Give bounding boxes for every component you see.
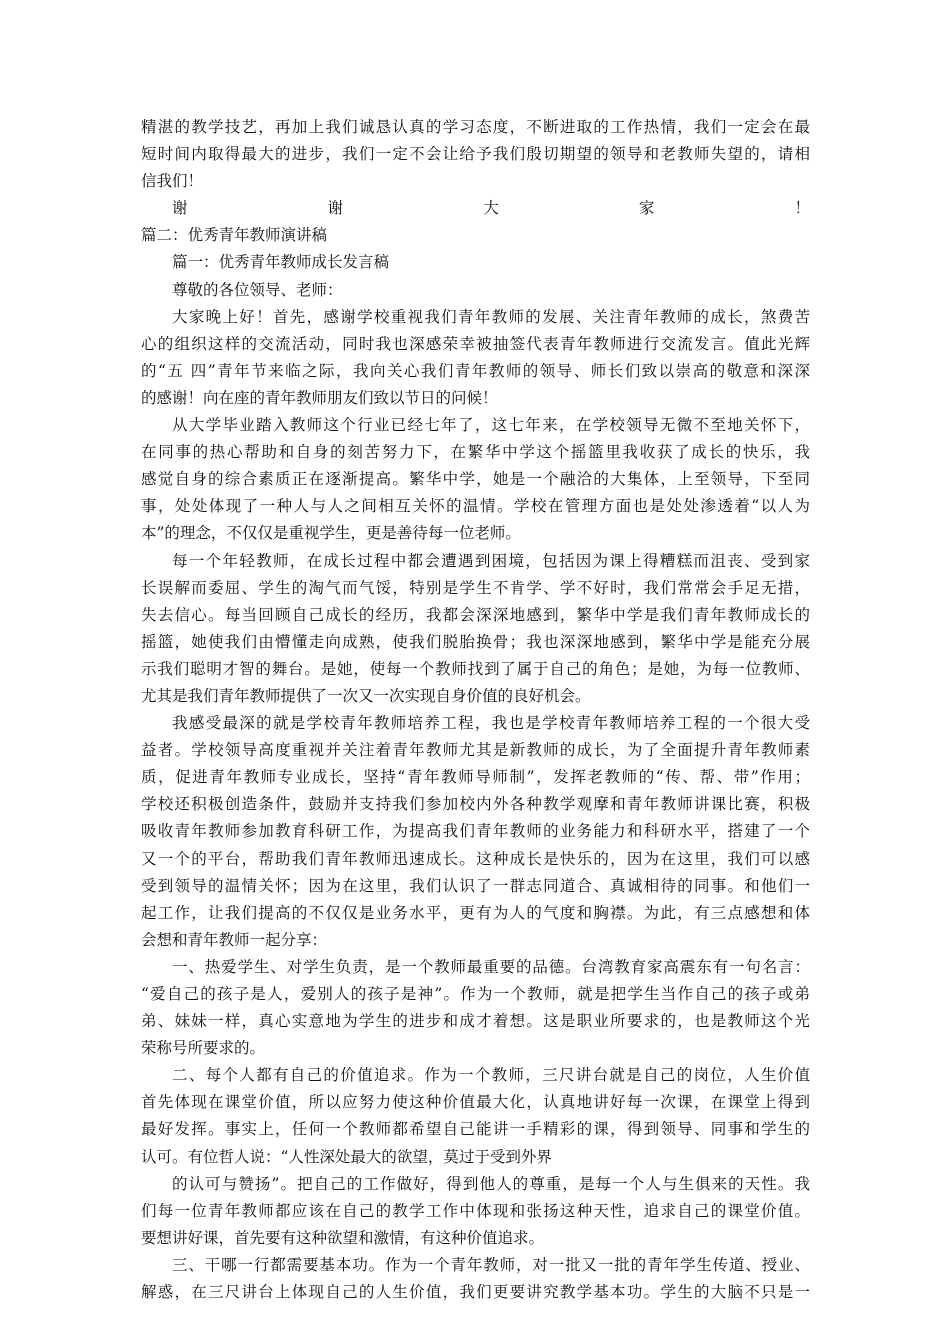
text-line: 弟、妹妹一样，真心实意地为学生的进步和成才着想。这是职业所要求的，也是教师这个光: [141, 1012, 810, 1031]
text-line: 失去信心。每当回顾自己成长的经历，我都会深深地感到，繁华中学是我们青年教师成长的: [141, 605, 810, 624]
text-line: 事，处处体现了一种人与人之间相互关怀的温情。学校在管理方面也是处处渗透着“以人为: [141, 497, 810, 516]
text-line: 们每一位青年教师都应该在自己的教学工作中体现和张扬这种天性，追求自己的课堂价值。: [141, 1201, 810, 1220]
text-line: 每一个年轻教师，在成长过程中都会遭遇到困境，包括因为课上得糟糕而沮丧、受到家: [172, 551, 810, 570]
thanks-char: 家: [638, 199, 655, 218]
text-line: 益者。学校领导高度重视并关注着青年教师尤其是新教师的成长，为了全面提升青年教师素: [141, 741, 810, 760]
text-line: 我感受最深的就是学校青年教师培养工程，我也是学校青年教师培养工程的一个很大受: [172, 714, 810, 733]
text-line: 精湛的教学技艺，再加上我们诚恳认真的学习态度，不断进取的工作热情，我们一定会在最: [141, 118, 810, 136]
text-line: 最好发挥。事实上，任何一个教师都希望自己能讲一手精彩的课，得到领导、同事和学生的: [141, 1120, 810, 1139]
thanks-char: 谢: [327, 199, 344, 218]
text-line: 篇一：优秀青年教师成长发言稿: [172, 253, 390, 272]
text-line: 的认可与赞扬”。把自己的工作做好，得到他人的尊重，是每一个人与生俱来的天性。我: [172, 1174, 810, 1193]
text-line: 一、热爱学生、对学生负责，是一个教师最重要的品德。台湾教育家高震东有一句名言：: [172, 957, 810, 976]
thanks-line: [141, 195, 810, 222]
thanks-char: 大: [483, 199, 499, 218]
text-line: 心的组织这样的交流活动，同时我也深感荣幸被抽签代表青年教师进行交流发言。值此光辉: [141, 334, 810, 353]
text-line: 示我们聪明才智的舞台。是她，使每一个教师找到了属于自己的角色；是她，为每一位教师、: [141, 659, 810, 678]
text-line: 认可。有位哲人说：“人性深处最大的欲望，莫过于受到外界: [141, 1147, 552, 1166]
document-page: [141, 114, 810, 1306]
text-line: 感觉自身的综合素质正在逐渐提高。繁华中学，她是一个融洽的大集体，上至领导，下至同: [141, 470, 810, 489]
text-line: 学校还积极创造条件，鼓励并支持我们参加校内外各种教学观摩和青年教师讲课比赛，积极: [141, 795, 810, 814]
text-line: “爱自己的孩子是人，爱别人的孩子是神”。作为一个教师，就是把学生当作自己的孩子或弟: [141, 985, 810, 1003]
text-line: 长误解而委屈、学生的淘气而气馁，特别是学生不肯学、学不好时，我们常常会手足无措，: [141, 578, 810, 597]
text-line: 的感谢！向在座的青年教师朋友们致以节日的问候！: [141, 388, 498, 407]
text-line: 会想和青年教师一起分享：: [141, 930, 328, 949]
text-line: 解惑，在三尺讲台上体现自己的人生价值，我们更要讲究教学基本功。学生的大脑不只是一: [141, 1283, 810, 1302]
text-line: 受到领导的温情关怀；因为在这里，我们认识了一群志同道合、真诚相待的同事。和他们一: [141, 876, 810, 895]
text-line: 起工作，让我们提高的不仅仅是业务水平，更有为人的气度和胸襟。为此，有三点感想和体: [141, 903, 810, 922]
text-line: 尤其是我们青年教师提供了一次又一次实现自身价值的良好机会。: [141, 686, 591, 705]
text-line: 荣称号所要求的。: [141, 1039, 266, 1058]
text-line: 篇二：优秀青年教师演讲稿: [141, 226, 328, 245]
text-line: 首先体现在课堂价值，所以应努力使这种价值最大化，认真地讲好每一次课，在课堂上得到: [141, 1093, 810, 1112]
text-line: 吸收青年教师参加教育科研工作，为提高我们青年教师的业务能力和科研水平，搭建了一个: [141, 822, 810, 841]
text-line: 短时间内取得最大的进步，我们一定不会让给予我们殷切期望的领导和老教师失望的，请相: [141, 145, 810, 164]
text-line: 在同事的热心帮助和自身的刻苦努力下，在繁华中学这个摇篮里我收获了成长的快乐，我: [141, 443, 810, 462]
text-line: 摇篮，她使我们由懵懂走向成熟，使我们脱胎换骨；我也深深地感到，繁华中学是能充分展: [141, 632, 810, 651]
text-line: 二、每个人都有自己的价值追求。作为一个教师，三尺讲台就是自己的岗位，人生价值: [172, 1066, 810, 1085]
thanks-char: ！: [794, 199, 810, 218]
text-line: 质，促进青年教师专业成长，坚持“青年教师导师制”，发挥老教师的“传、帮、带”作用；: [141, 768, 810, 787]
text-line: 信我们！: [141, 172, 204, 191]
text-line: 的“五 四”青年节来临之际，我向关心我们青年教师的领导、师长们致以崇高的敬意和深深: [141, 361, 810, 380]
text-line: 大家晚上好！首先，感谢学校重视我们青年教师的发展、关注青年教师的成长，煞费苦: [172, 307, 810, 326]
text-line: 三、干哪一行都需要基本功。作为一个青年教师，对一批又一批的青年学生传道、授业、: [172, 1255, 810, 1274]
text-line: 又一个的平台，帮助我们青年教师迅速成长。这种成长是快乐的，因为在这里，我们可以感: [141, 849, 810, 868]
text-line: 要想讲好课，首先要有这种欲望和激情，有这种价值追求。: [141, 1228, 545, 1247]
thanks-char: 谢: [172, 199, 188, 218]
text-line: 本”的理念，不仅仅是重视学生，更是善待每一位老师。: [141, 524, 521, 543]
text-line: 从大学毕业踏入教师这个行业已经七年了，这七年来，在学校领导无微不至地关怀下，: [172, 416, 810, 435]
text-line: 尊敬的各位领导、老师：: [172, 280, 343, 299]
